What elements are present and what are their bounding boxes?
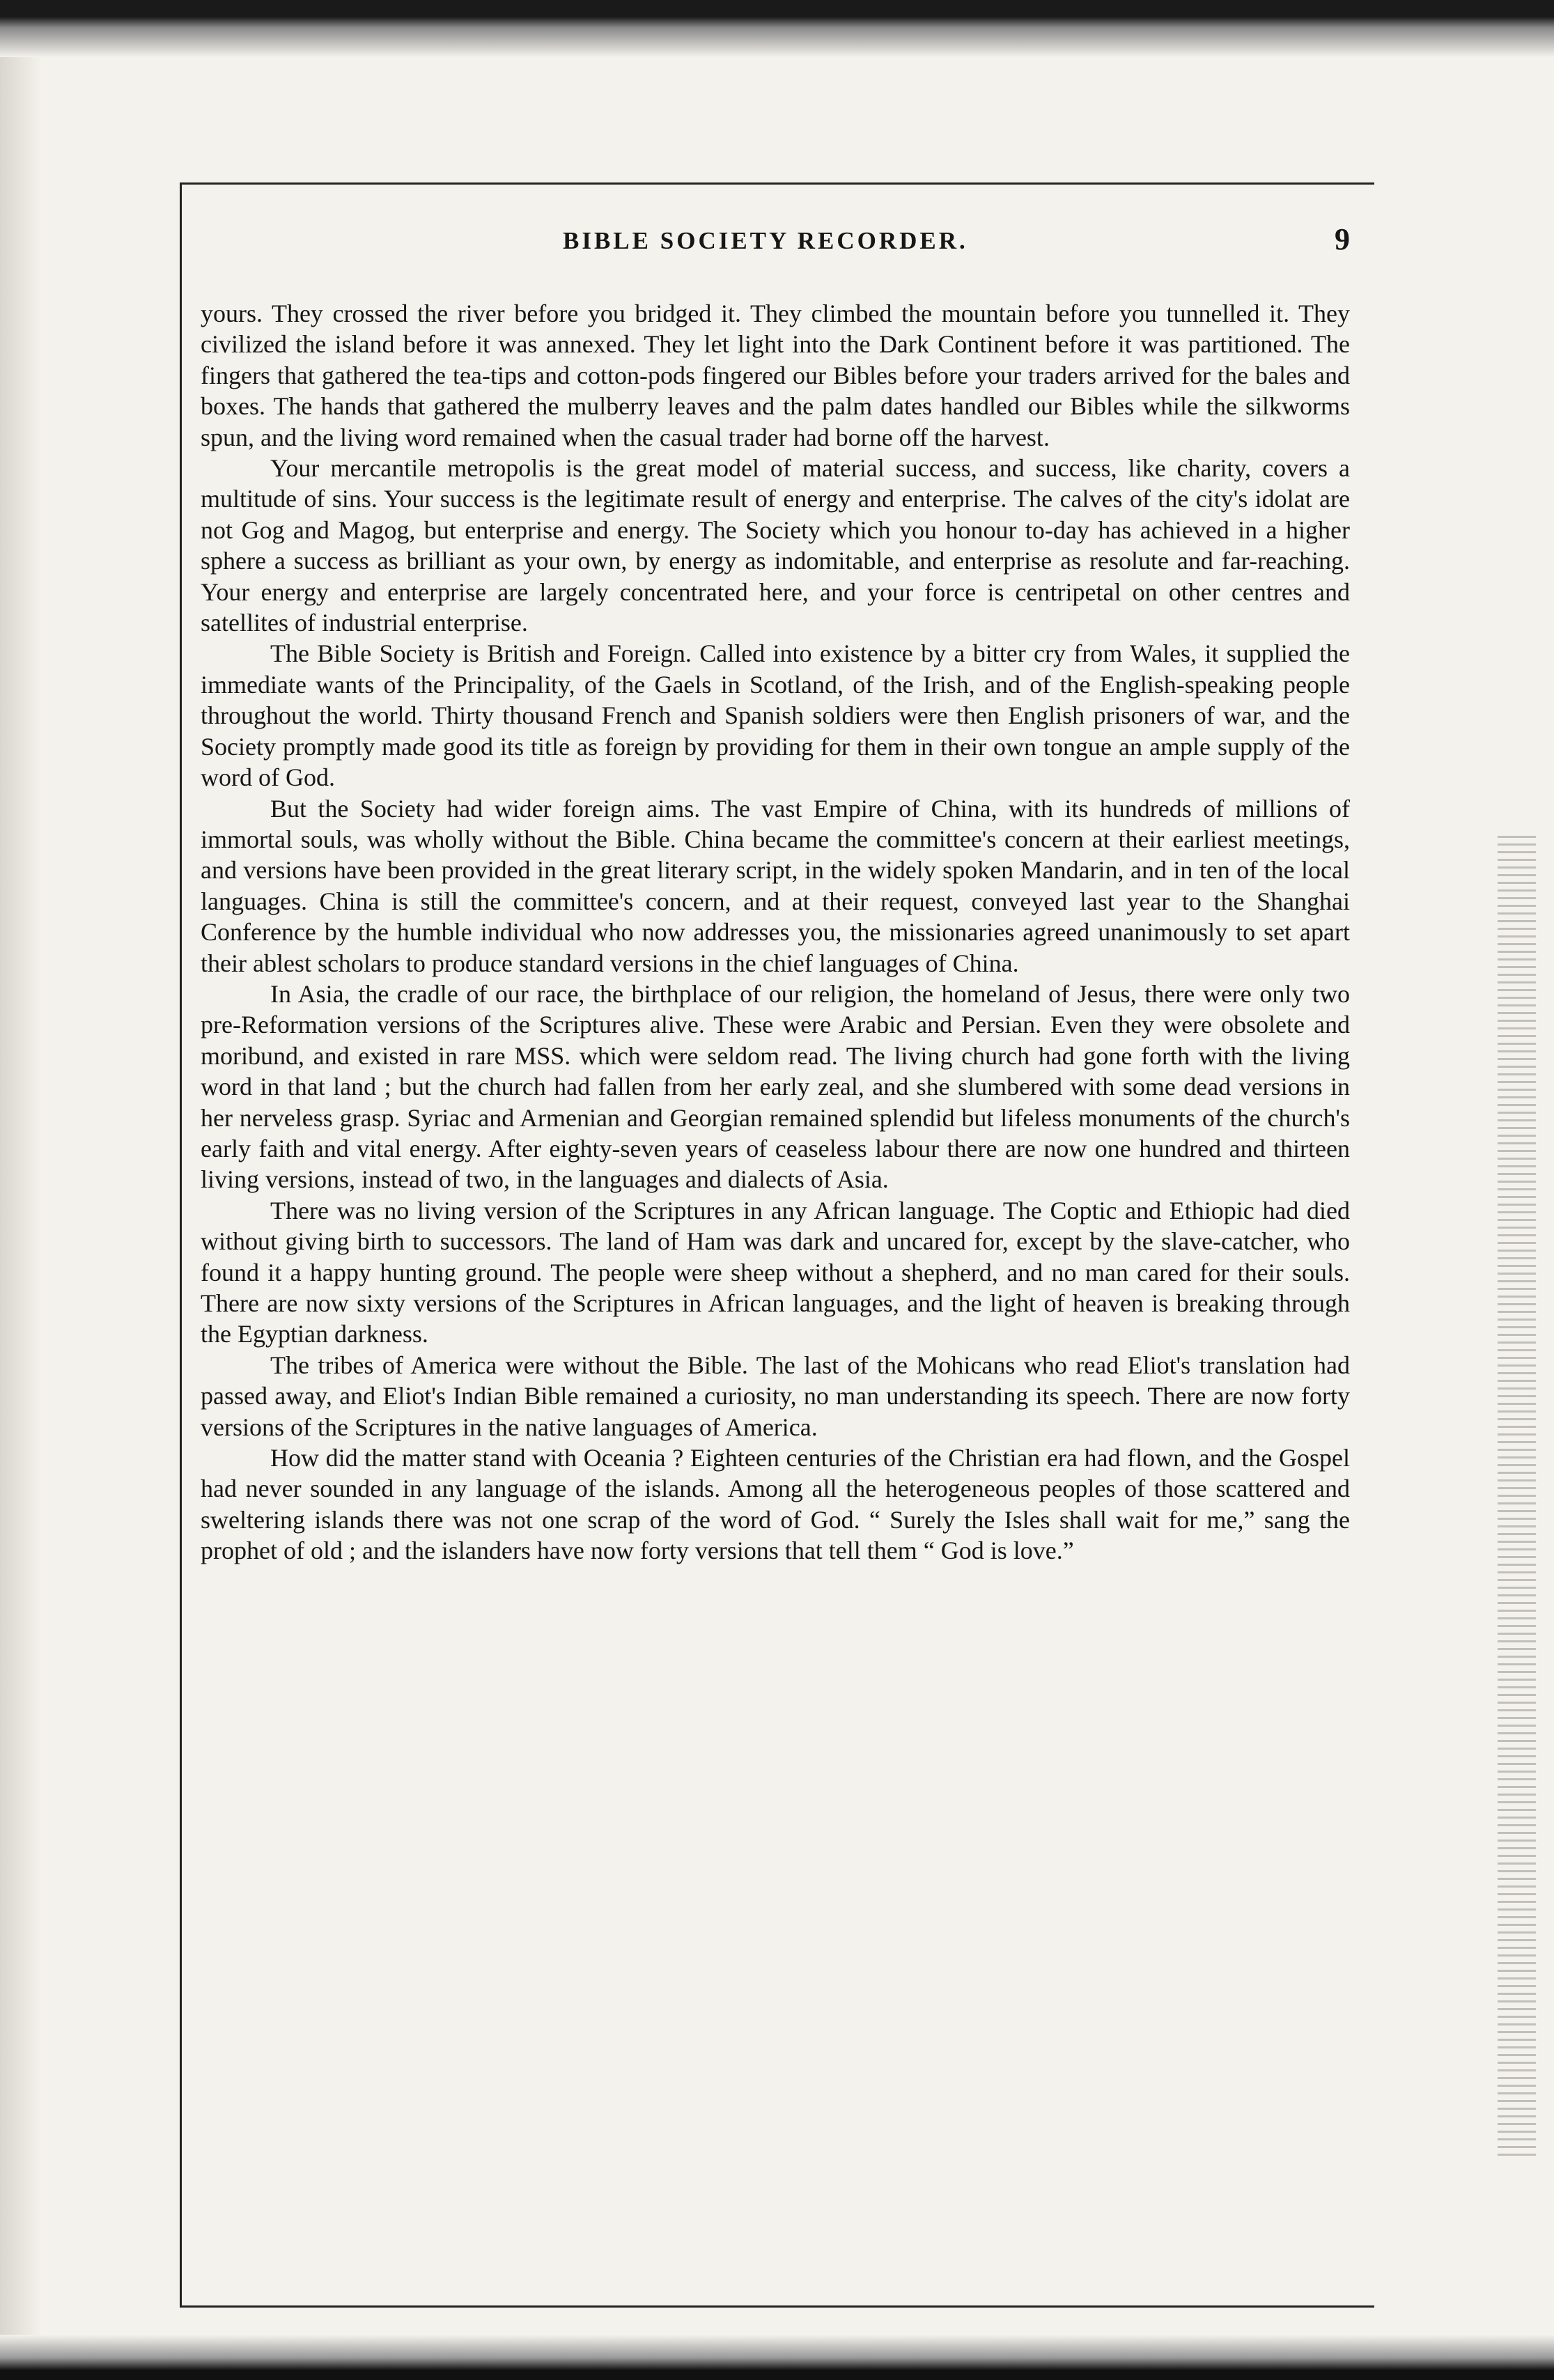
paragraph-4: But the Society had wider foreign aims. The vast Empire of China, with its hundreds of millions of immortal souls, was wholly without the Bible. China became the committee's concern at their earliest meetings, and versions have been provided in the great literary script, in the widely spoken Mandarin, and in ten of the local languages. China is still the committee's concern, and at their request, conveyed last year to the Shanghai Conference by the humble individual who now addresses you, the missionaries agreed unanimously to set apart their ablest scholars to produce standard versions in the chief languages of China. (201, 794, 1350, 977)
paragraph-8: How did the matter stand with Oceania ? Eighteen centuries of the Christian era had flown, and the Gospel had never sounded in any language of the islands. Among all the heterogeneous peoples of those scattered and sweltering islands there was not one scrap of the word of God. “ Surely the Isles shall wait for me,” sang the prophet of old ; and the islanders have now forty versions that tell them “ God is love.” (201, 1444, 1350, 1565)
scan-right-noise (1498, 836, 1536, 2159)
scan-top-edge (0, 0, 1554, 57)
scan-left-edge (0, 57, 42, 2335)
paragraph-3: The Bible Society is British and Foreign. Called into existence by a bitter cry from Wales, it supplied the immediate wants of the Principality, of the Gaels in Scotland, of the Irish, and of the English-speaking people throughout the world. Thirty thousand French and Spanish soldiers were then English prisoners of war, and the Society promptly made good its title as foreign by providing for them in their own tongue an ample supply of the word of God. (201, 639, 1350, 792)
running-title: BIBLE SOCIETY RECORDER. (563, 227, 968, 254)
scan-bottom-edge (0, 2335, 1554, 2380)
page-number: 9 (1335, 222, 1350, 256)
paragraph-7: The tribes of America were without the Bible. The last of the Mohicans who read Eliot's translation had passed away, and Eliot's Indian Bible remained a curiosity, no man understanding its speech. There are now forty versions of the Scriptures in the native languages of America. (201, 1351, 1350, 1441)
paragraph-1: yours. They crossed the river before you bridged it. They climbed the mountain before you tunnelled it. They civilized the island before it was annexed. They let light into the Dark Continent before it was partitioned. The fingers that gathered the tea-tips and cotton-pods fingered our Bibles before your traders arrived for the bales and boxes. The hands that gathered the mulberry leaves and the palm dates handled our Bibles while the silkworms spun, and the living word remained when the casual trader had borne off the harvest. (201, 300, 1350, 451)
paragraph-2: Your mercantile metropolis is the great model of material success, and success, like charity, covers a multitude of sins. Your success is the legitimate result of energy and enterprise. The calves of the city's idolat are not Gog and Magog, but enterprise and energy. The Society which you honour to-day has achieved in a higher sphere a success as brilliant as your own, by energy as indomitable, and enterprise as resolute and far-reaching. Your energy and enterprise are largely concentrated here, and your force is centripetal on other centres and satellites of industrial enterprise. (201, 454, 1350, 637)
page-header (201, 221, 1350, 263)
paragraph-6: There was no living version of the Scriptures in any African language. The Coptic and Ethiopic had died without giving birth to successors. The land of Ham was dark and uncared for, except by the slave-catcher, who found it a happy hunting ground. The people were sheep without a shepherd, and no man cared for their souls. There are now sixty versions of the Scriptures in African languages, and the light of heaven is breaking through the Egyptian darkness. (201, 1196, 1350, 1348)
paragraph-5: In Asia, the cradle of our race, the birthplace of our religion, the homeland of Jesus, there were only two pre-Reformation versions of the Scriptures alive. These were Arabic and Persian. Even they were obsolete and moribund, and existed in rare MSS. which were seldom read. The living church had gone forth with the living word in that land ; but the church had fallen from her early zeal, and she slumbered with some dead versions in her nerveless grasp. Syriac and Armenian and Georgian remained splendid but lifeless monuments of the church's early faith and vital energy. After eighty-seven years of ceaseless labour there are now one hundred and thirteen living versions, instead of two, in the languages and dialects of Asia. (201, 979, 1350, 1194)
body-text (201, 298, 1350, 1566)
